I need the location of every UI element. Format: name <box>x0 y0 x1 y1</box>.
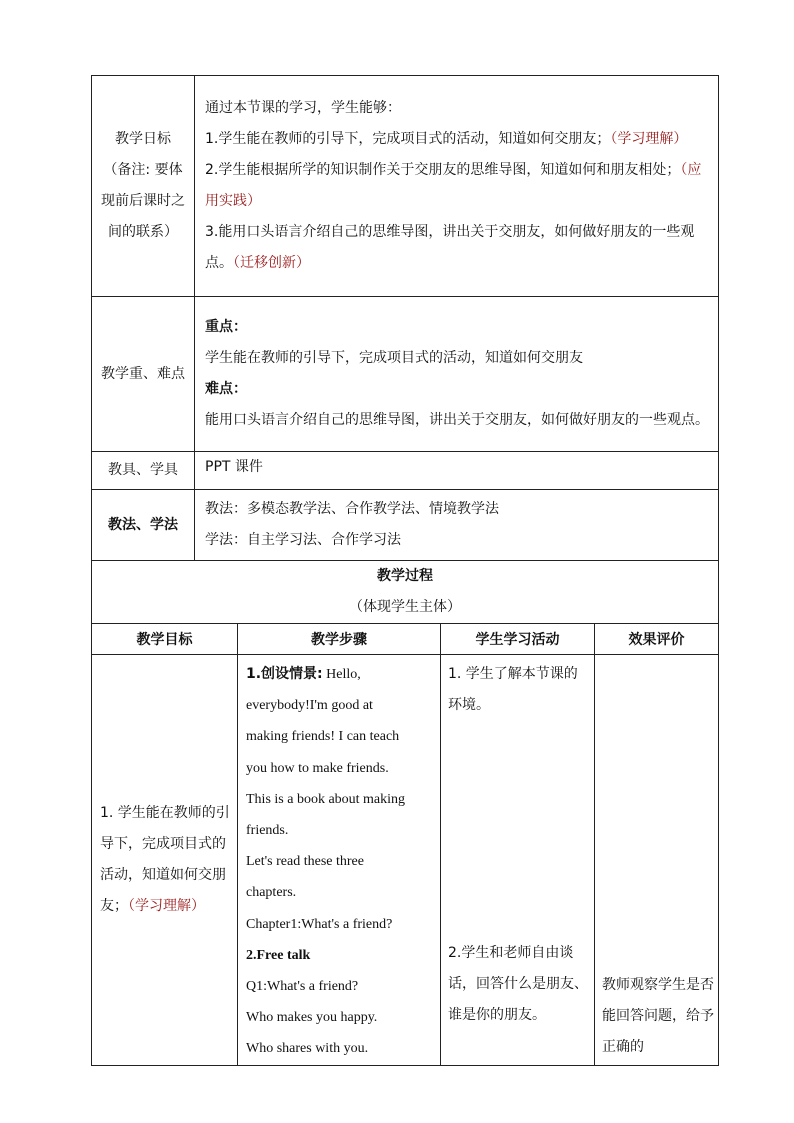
objective-item-1: 1.学生能在教师的引导下，完成项目式的活动，知道如何交朋友；（学习理解） <box>205 131 688 147</box>
objectives-intro: 通过本节课的学习，学生能够： <box>205 100 401 116</box>
methods-content <box>195 490 719 561</box>
step1-line-6: Let's read these three <box>246 854 364 870</box>
objective-tag-3: （迁移创新） <box>233 255 310 271</box>
step1-line-0: 1.创设情景: Hello, <box>246 666 361 682</box>
step1-line-3: you how to make friends. <box>246 760 389 776</box>
process-goal <box>92 655 238 1066</box>
key-text: 学生能在教师的引导下，完成项目式的活动，知道如何交朋友 <box>205 350 583 366</box>
process-goal-tag: （学习理解） <box>128 897 205 914</box>
header-steps: 教学步骤 <box>238 624 441 655</box>
step2-line-2: Who shares with you. <box>246 1041 369 1057</box>
difficult-heading: 难点： <box>205 381 247 397</box>
evaluation-text: 教师观察学生是否能回答问题，给予正确的 <box>602 976 714 1055</box>
process-title-cell <box>92 561 719 624</box>
process-title: 教学过程 <box>377 568 434 584</box>
learning-methods: 学法：自主学习法、合作学习法 <box>205 532 401 548</box>
process-steps <box>238 655 441 1066</box>
activity-1: 1. 学生了解本节课的环境。 <box>448 666 578 713</box>
step2-heading: 2.Free talk <box>246 947 311 963</box>
header-evaluation: 效果评价 <box>595 624 719 655</box>
key-points-label: 教学重、难点 <box>92 297 195 452</box>
header-goal: 教学目标 <box>92 624 238 655</box>
objectives-label-title: 教学日标 <box>115 131 171 147</box>
step1-line-8: Chapter1:What's a friend? <box>246 916 393 932</box>
objectives-label <box>92 76 195 297</box>
process-evaluation <box>595 655 719 1066</box>
objective-item-3: 3.能用口头语言介绍自己的思维导图，讲出关于交朋友，如何做好朋友的一些观点。（迁移创新） <box>205 224 695 271</box>
step1-line-4: This is a book about making <box>246 791 406 807</box>
difficult-text: 能用口头语言介绍自己的思维导图，讲出关于交朋友，如何做好朋友的一些观点。 <box>205 412 709 428</box>
teaching-methods: 教法：多模态教学法、合作教学法、情境教学法 <box>205 501 499 517</box>
step1-heading: 1.创设情景: <box>246 666 323 682</box>
key-points-content <box>195 297 719 452</box>
methods-label: 教法、学法 <box>92 490 195 561</box>
process-activities <box>441 655 595 1066</box>
objective-item-2: 2.学生能根据所学的知识制作关于交朋友的思维导图，知道如何和朋友相处；（应用实践） <box>205 162 702 209</box>
objectives-label-note: （备注: 要体现前后课时之间的联系） <box>101 162 185 240</box>
header-activity: 学生学习活动 <box>441 624 595 655</box>
step1-line-5: friends. <box>246 823 289 839</box>
process-subtitle: （体现学生主体） <box>349 599 462 615</box>
step1-line-7: chapters. <box>246 885 297 901</box>
step2-line-1: Who makes you happy. <box>246 1010 378 1026</box>
step2-line-0: Q1:What's a friend? <box>246 979 359 995</box>
step1-line-1: everybody!I'm good at <box>246 698 373 714</box>
lesson-plan-table <box>91 75 719 1066</box>
objective-tag-1: （学习理解） <box>610 131 688 147</box>
objective-tag-2: （应用实践） <box>205 162 702 209</box>
step1-line-2: making friends! I can teach <box>246 729 400 745</box>
process-goal-text: 1. 学生能在教师的引导下，完成项目式的活动，知道如何交朋友； <box>100 804 230 914</box>
objectives-content <box>195 76 719 297</box>
tools-value: PPT 课件 <box>195 452 719 490</box>
tools-label: 教具、学具 <box>92 452 195 490</box>
activity-2: 2.学生和老师自由谈话，回答什么是朋友、谁是你的朋友。 <box>448 945 588 1023</box>
key-heading: 重点： <box>205 319 247 335</box>
